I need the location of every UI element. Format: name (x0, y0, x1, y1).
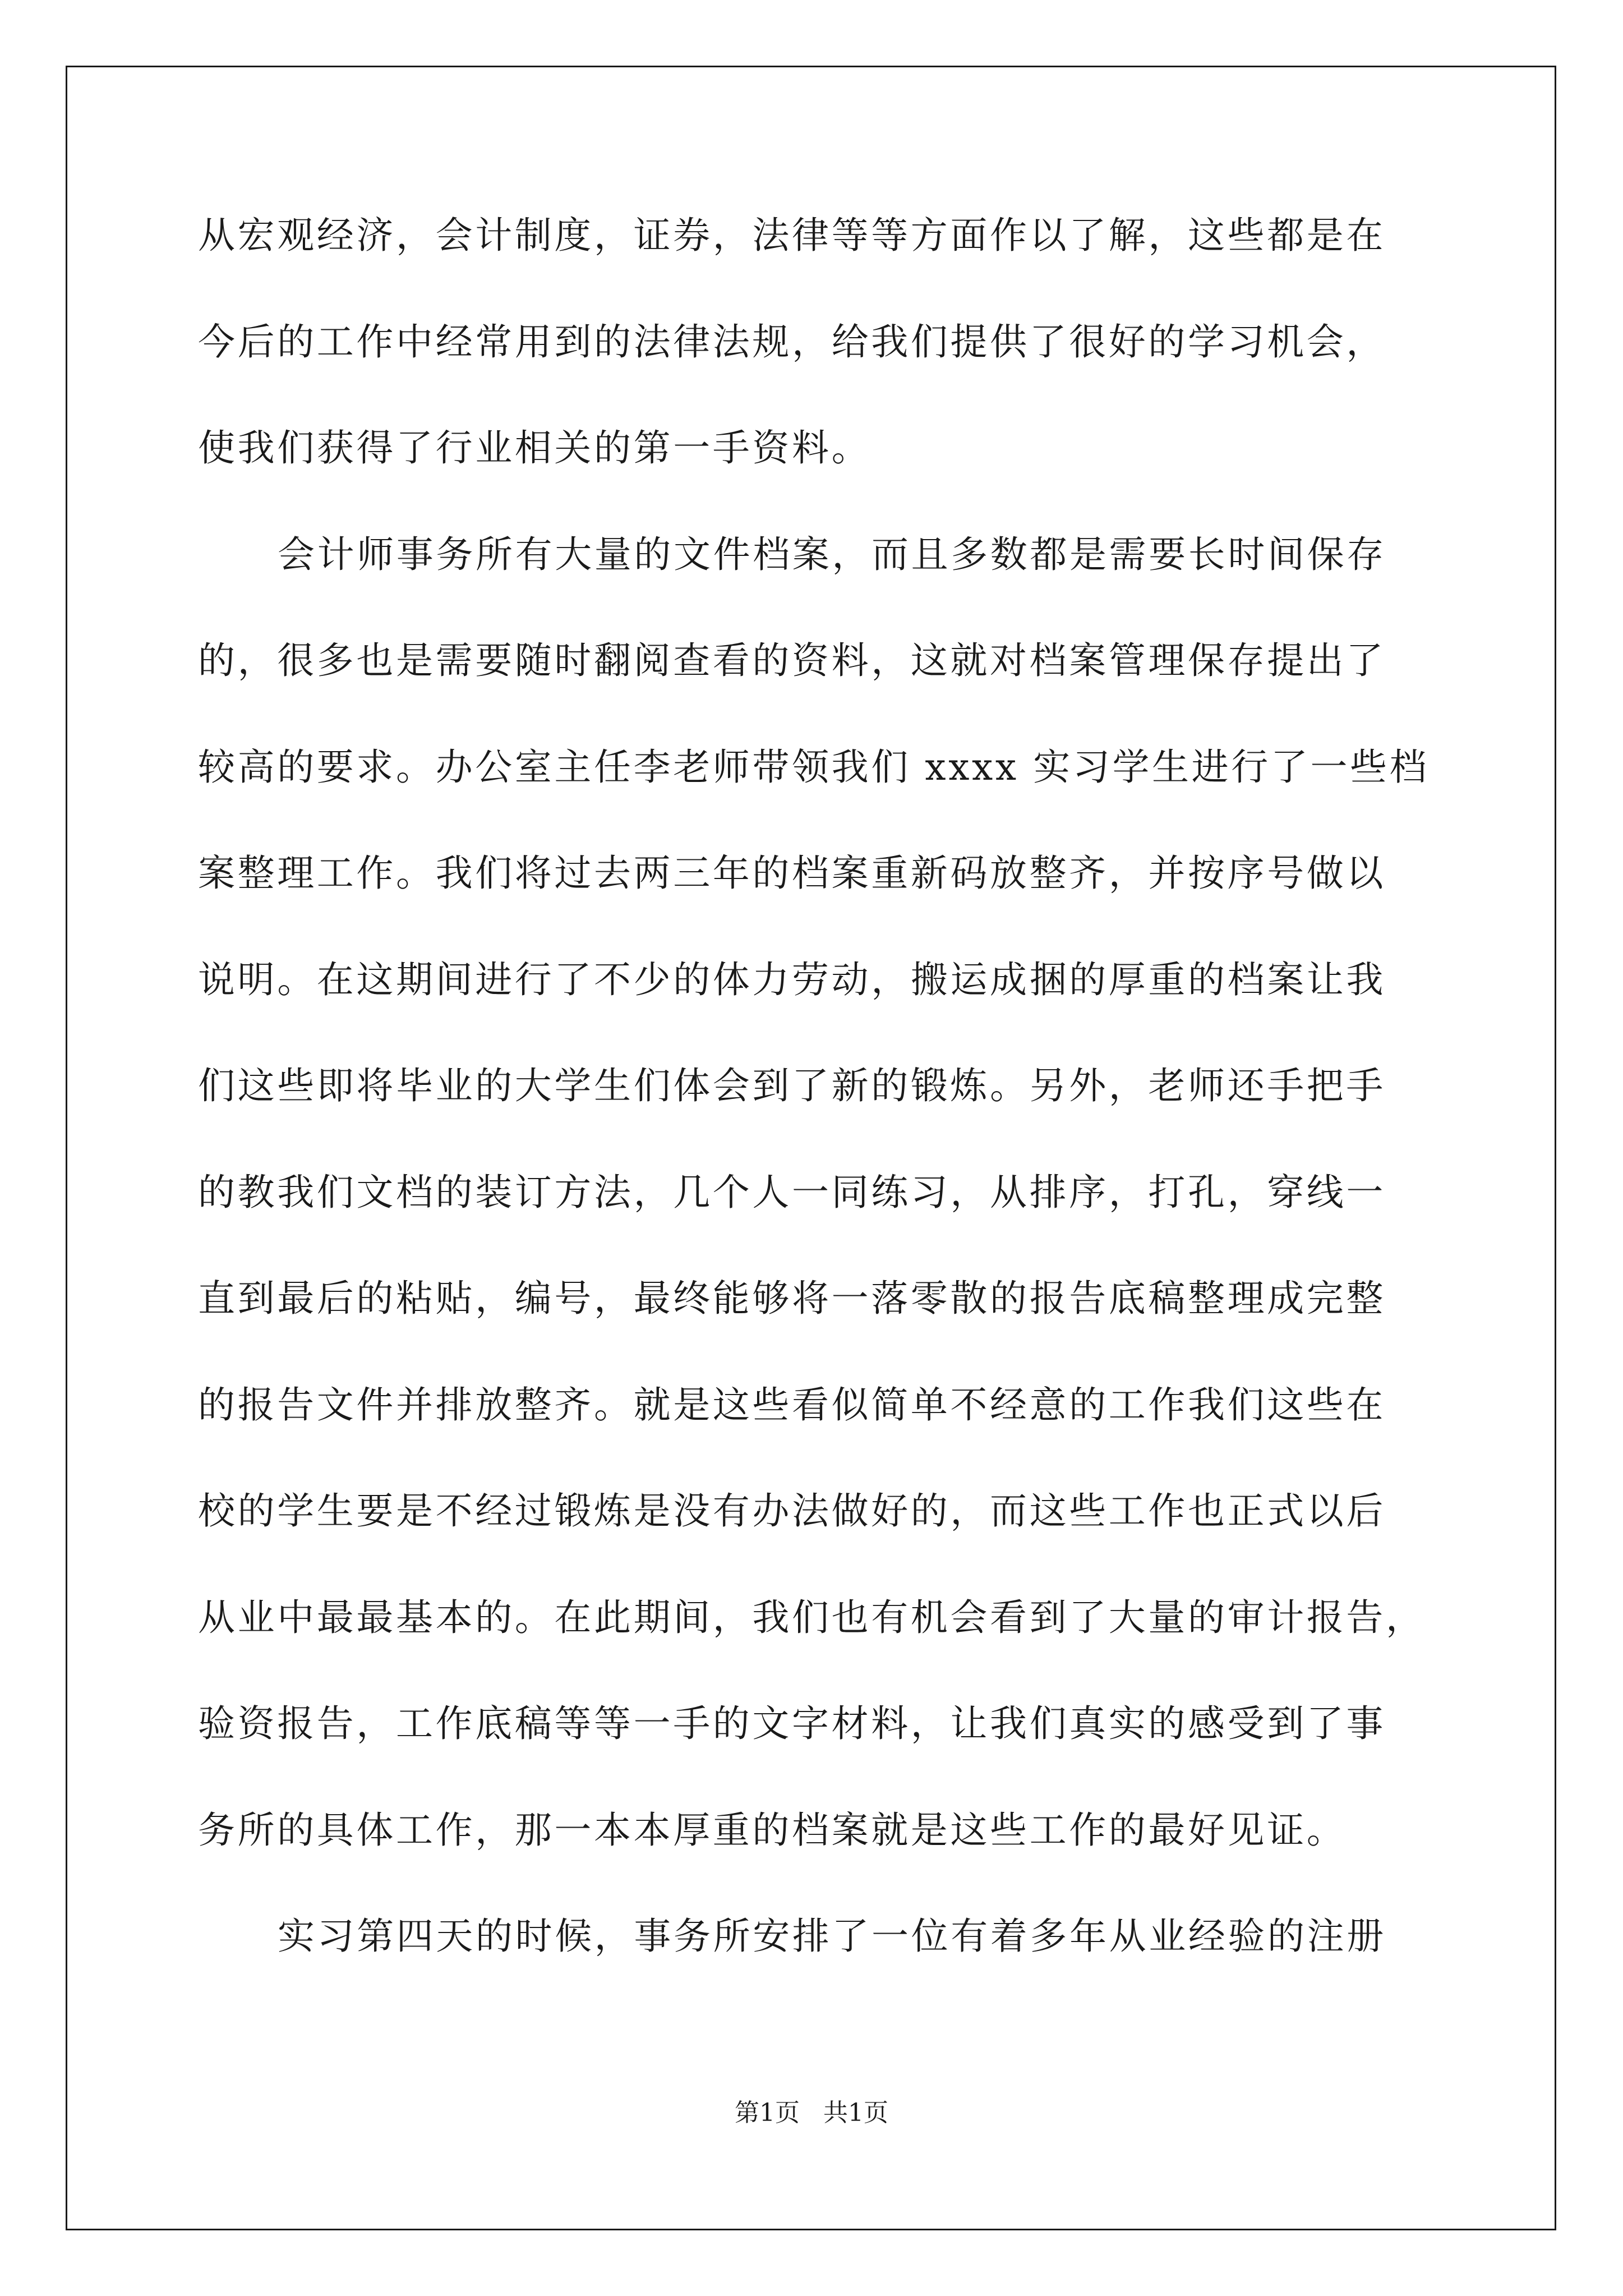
text-line: 校的学生要是不经过锻炼是没有办法做好的，而这些工作也正式以后 (198, 1489, 1386, 1533)
text-line: 从业中最最基本的。在此期间，我们也有机会看到了大量的审计报告， (198, 1595, 1426, 1639)
text-line: 较高的要求。办公室主任李老师带领我们 xxxx 实习学生进行了一些档 (198, 745, 1430, 789)
text-line: 说明。在这期间进行了不少的体力劳动，搬运成捆的厚重的档案让我 (198, 958, 1386, 1001)
page-number-footer: 第1页 共1页 (735, 2099, 888, 2127)
text-line: 务所的具体工作，那一本本厚重的档案就是这些工作的最好见证。 (198, 1808, 1347, 1852)
text-line: 们这些即将毕业的大学生们体会到了新的锻炼。另外，老师还手把手 (198, 1064, 1386, 1107)
text-line: 从宏观经济，会计制度，证券，法律等等方面作以了解，这些都是在 (198, 214, 1386, 257)
paragraph-start-line: 实习第四天的时候，事务所安排了一位有着多年从业经验的注册 (278, 1915, 1386, 1958)
paragraph-start-line: 会计师事务所有大量的文件档案，而且多数都是需要长时间保存 (278, 532, 1386, 576)
text-line: 的报告文件并排放整齐。就是这些看似简单不经意的工作我们这些在 (198, 1383, 1386, 1427)
text-line: 的教我们文档的装订方法，几个人一同练习，从排序，打孔，穿线一 (198, 1170, 1386, 1214)
text-line: 的，很多也是需要随时翻阅查看的资料，这就对档案管理保存提出了 (198, 639, 1386, 682)
document-body (198, 208, 1432, 2015)
text-line: 案整理工作。我们将过去两三年的档案重新码放整齐，并按序号做以 (198, 852, 1386, 895)
text-line: 验资报告，工作底稿等等一手的文字材料，让我们真实的感受到了事 (198, 1702, 1386, 1745)
text-line: 使我们获得了行业相关的第一手资料。 (198, 426, 872, 470)
text-line: 今后的工作中经常用到的法律法规，给我们提供了很好的学习机会， (198, 320, 1386, 364)
text-line: 直到最后的粘贴，编号，最终能够将一落零散的报告底稿整理成完整 (198, 1277, 1386, 1320)
